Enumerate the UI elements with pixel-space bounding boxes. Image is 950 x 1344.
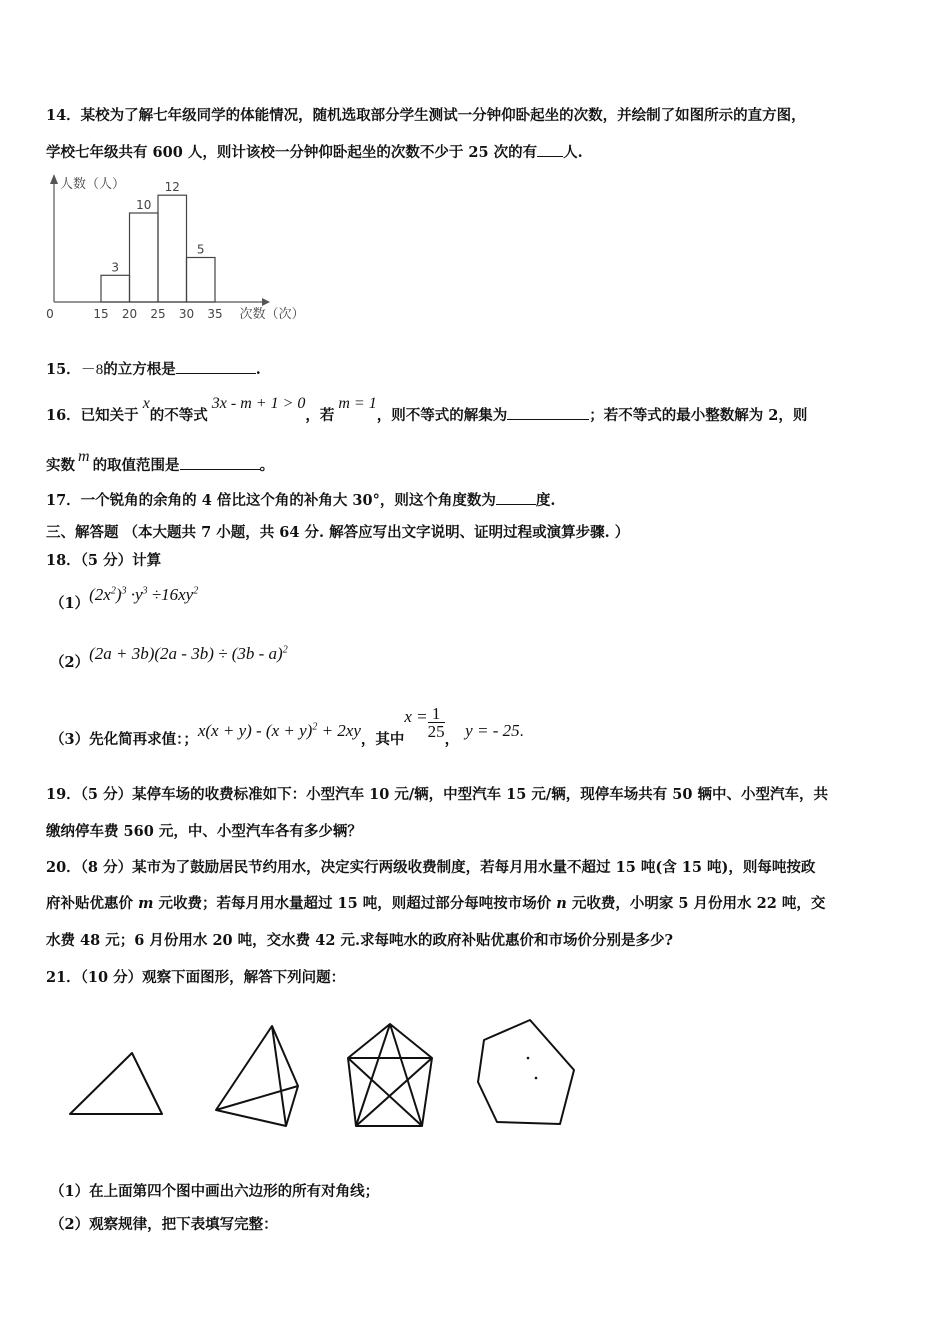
x-axis-arrow bbox=[262, 298, 270, 306]
q18-part3-where: ，其中 bbox=[360, 730, 405, 748]
x-tick-label: 20 bbox=[121, 307, 138, 321]
q18-part2 bbox=[50, 643, 288, 671]
histogram-bar bbox=[130, 213, 159, 302]
answer-blank bbox=[507, 405, 589, 420]
histogram-bar bbox=[101, 275, 130, 302]
q18-part1 bbox=[50, 584, 199, 612]
x-axis-label: 次数（次） bbox=[239, 307, 305, 322]
q16-line2 bbox=[46, 448, 274, 474]
histogram-bar bbox=[158, 195, 187, 302]
q19-line1: 19．（5 分）某停车场的收费标准如下：小型汽车 10 元/辆，中型汽车 15 元/辆，现停车场共有 50 辆中、小型汽车，共 bbox=[46, 786, 828, 803]
q18-part3 bbox=[50, 700, 524, 748]
q18-part3-y: y = - 25 bbox=[465, 720, 520, 740]
q15-expr: －8 bbox=[80, 362, 104, 378]
q20-line1: 20．（8 分）某市为了鼓励居民节约用水，决定实行两级收费制度，若每月用水量不超过 15 吨(含 15 吨)，则每吨按政 bbox=[46, 859, 816, 876]
q18-part3-sep: ， bbox=[444, 730, 460, 748]
bar-value-label: 12 bbox=[164, 180, 180, 195]
q16-text: ；若不等式的最小整数解为 2，则 bbox=[589, 407, 808, 424]
y-axis-label: 人数（人） bbox=[60, 177, 126, 192]
q17-end: 度. bbox=[535, 492, 556, 509]
origin-label: 0 bbox=[46, 307, 54, 321]
q18-part3-expr: $x(x + y) - (x + y)^2 + 2xy$ bbox=[197, 720, 361, 740]
q14-line2 bbox=[46, 141, 583, 162]
q18-part3-x: x = bbox=[404, 706, 428, 726]
x-tick-label: 30 bbox=[178, 307, 195, 321]
answer-blank bbox=[496, 490, 536, 505]
x-tick-label: 25 bbox=[150, 307, 166, 321]
quadrilateral-figure bbox=[216, 1026, 298, 1126]
q16-text: 实数 bbox=[46, 457, 75, 474]
q18-part2-label: （2） bbox=[50, 654, 90, 671]
bar-value-label: 3 bbox=[111, 260, 120, 275]
pentagon-figure bbox=[348, 1024, 432, 1126]
q14-text: 学校七年级共有 600 人，则计该校一分钟仰卧起坐的次数不少于 25 次的有 bbox=[46, 144, 538, 161]
q20-line3: 水费 48 元；6 月份用水 20 吨，交水费 42 元.求每吨水的政府补贴优惠价和市场价分别是多少? bbox=[46, 932, 674, 949]
bar-value-label: 5 bbox=[196, 242, 205, 257]
q16-inequality: 3x - m + 1 > 0 bbox=[211, 395, 306, 412]
q15-number: 15． bbox=[46, 361, 81, 378]
bar-value-label: 10 bbox=[136, 198, 152, 212]
q14-end: 人. bbox=[563, 144, 583, 161]
histogram-chart bbox=[40, 172, 320, 327]
q20-line2 bbox=[46, 892, 825, 913]
hexagon-figure bbox=[478, 1020, 574, 1124]
q17-line bbox=[46, 489, 555, 510]
q15-line bbox=[46, 358, 261, 379]
q21-part1: （1）在上面第四个图中画出六边形的所有对角线； bbox=[50, 1183, 380, 1200]
q18-part3-label: （3）先化简再求值：； bbox=[50, 730, 198, 748]
q18-part2-expr: (2a + 3b)(2a - 3b) ÷ (3b - a)$^2$ bbox=[89, 644, 288, 663]
answer-blank bbox=[176, 359, 256, 374]
q18-title: 18．（5 分）计算 bbox=[46, 552, 162, 569]
q20-text: 元收费，小明家 5 月份用水 22 吨，交 bbox=[566, 895, 826, 912]
q15-end: . bbox=[255, 361, 261, 378]
x-tick-label: 35 bbox=[207, 307, 223, 321]
q14-line1: 14．某校为了解七年级同学的体能情况，随机选取部分学生测试一分钟仰卧起坐的次数，并绘制了如图所示的直方图， bbox=[46, 107, 806, 124]
q16-line1 bbox=[46, 396, 807, 426]
q15-text: 的立方根是 bbox=[103, 361, 176, 378]
answer-blank bbox=[180, 455, 260, 470]
section-header: 三、解答题 （本大题共 7 小题，共 64 分. 解答应写出文字说明、证明过程或演算步骤. ） bbox=[46, 524, 630, 541]
q16-text: 。 bbox=[259, 457, 275, 474]
q20-var-m: m bbox=[138, 895, 154, 912]
q20-var-n: n bbox=[556, 895, 567, 912]
x-tick-label: 15 bbox=[93, 307, 109, 321]
q16-var-m: m bbox=[78, 448, 90, 465]
q16-text: ，则不等式的解集为 bbox=[376, 407, 508, 424]
q16-text: 的不等式 bbox=[149, 407, 208, 424]
q17-text: 17．一个锐角的余角的 4 倍比这个角的补角大 30°，则这个角度数为 bbox=[46, 492, 496, 509]
q16-text: 的取值范围是 bbox=[92, 457, 180, 474]
q16-var-x: x bbox=[142, 395, 150, 412]
q18-part1-expr: $(2x^2)^3 \cdot y^3 \div 16xy^2$ bbox=[89, 585, 199, 604]
polygon-figures bbox=[60, 1010, 590, 1140]
histogram-bar bbox=[187, 258, 216, 303]
q18-part3-end: . bbox=[519, 722, 524, 740]
q21-title: 21．（10 分）观察下面图形，解答下列问题： bbox=[46, 969, 346, 986]
q16-m-value: m = 1 bbox=[338, 395, 377, 412]
q20-text: 府补贴优惠价 bbox=[46, 895, 139, 912]
q19-line2: 缴纳停车费 560 元，中、小型汽车各有多少辆？ bbox=[46, 823, 362, 840]
y-axis-arrow bbox=[50, 174, 58, 184]
q16-number: 16．已知关于 bbox=[46, 407, 139, 424]
triangle-figure bbox=[70, 1053, 162, 1114]
fraction: $\frac{1}{25}$ bbox=[427, 704, 445, 741]
q16-text: ，若 bbox=[305, 407, 335, 424]
q21-part2: （2）观察规律，把下表填写完整： bbox=[50, 1216, 278, 1233]
q20-text: 元收费；若每月用水量超过 15 吨，则超过部分每吨按市场价 bbox=[153, 895, 557, 912]
answer-blank bbox=[537, 142, 563, 157]
q18-part1-label: （1） bbox=[50, 595, 90, 612]
